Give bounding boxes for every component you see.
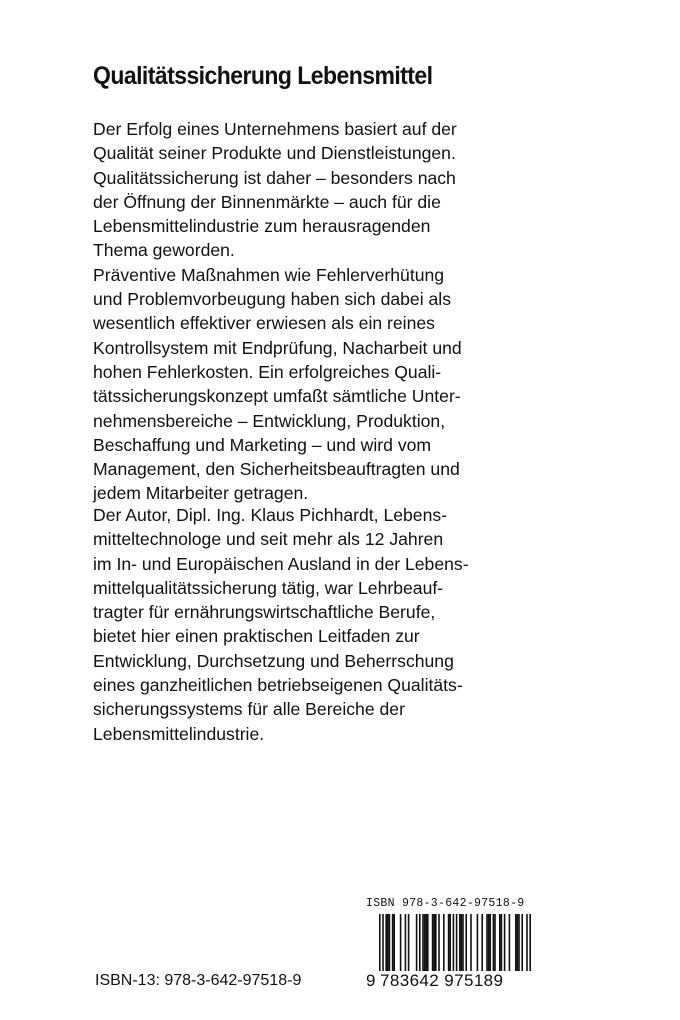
barcode-bar (393, 914, 395, 974)
barcode-bar (481, 914, 483, 974)
barcode-digits (366, 971, 536, 991)
text-line: eines ganzheitlichen betriebseigenen Qualitäts- (93, 675, 463, 696)
barcode-digit-groups: 783642 975189 (380, 971, 504, 990)
text-line: im In- und Europäischen Ausland in der Lebens- (93, 553, 469, 574)
text-line: mittelqualitätssicherung tätig, war Lehrbeauf- (93, 577, 444, 598)
text-line: Management, den Sicherheitsbeauftragten und (93, 459, 460, 480)
text-line: Qualität seiner Produkte und Dienstleistungen. (93, 143, 456, 164)
barcode-bar (501, 914, 503, 974)
text-line: wesentlich effektiver erwiesen als ein reines (93, 313, 435, 334)
barcode-bar (493, 914, 495, 974)
barcode-bar (462, 914, 464, 974)
barcode-bar (422, 914, 424, 974)
text-line: Kontrollsystem mit Endprüfung, Nacharbeit und (93, 337, 462, 358)
text-line: der Öffnung der Binnenmärkte – auch für die (93, 191, 441, 212)
text-line: Der Autor, Dipl. Ing. Klaus Pichhardt, Lebens- (93, 505, 448, 525)
barcode-bar (408, 914, 410, 974)
text-line: Qualitätssicherung ist daher – besonders nach (93, 167, 456, 188)
text-line: Der Erfolg eines Unternehmens basiert auf der (93, 119, 457, 139)
author-paragraph (93, 503, 613, 746)
barcode-bar (448, 914, 450, 974)
barcode-bar (521, 914, 523, 974)
text-line: sicherungssystems für alle Bereiche der (93, 699, 405, 720)
barcode-bar (517, 914, 519, 974)
barcode-bar (499, 914, 501, 974)
barcode-bar (392, 914, 394, 974)
barcode-bar (427, 914, 429, 974)
barcode-bar (459, 914, 461, 974)
text-line: Lebensmittelindustrie. (93, 723, 265, 744)
barcode-bar (416, 914, 418, 974)
barcode-bar (486, 914, 488, 974)
barcode-bar (443, 914, 445, 974)
barcode-bar (449, 914, 451, 974)
barcode-bar (518, 914, 520, 974)
barcode-bar (504, 914, 506, 974)
barcode (366, 897, 536, 992)
barcode-bar (425, 914, 427, 974)
text-line: Beschaffung und Marketing – und wird vom (93, 434, 432, 455)
barcode-bar (389, 914, 391, 974)
barcode-bar (488, 914, 490, 974)
text-line: mitteltechnologe und seit mehr als 12 Jahren (93, 529, 444, 550)
barcode-bar (509, 914, 511, 974)
isbn-13-text: ISBN-13: 978-3-642-97518-9 (95, 972, 302, 989)
barcode-bar (432, 914, 434, 974)
barcode-bar (465, 914, 467, 974)
text-line: tragter für ernährungswirtschaftliche Berufe, (93, 602, 436, 623)
barcode-bar (424, 914, 426, 974)
text-line: Thema geworden. (93, 240, 235, 261)
text-line: hohen Fehlerkosten. Ein erfolgreiches Quali- (93, 361, 442, 382)
text-line: und Problemvorbeugung haben sich dabei als (93, 289, 451, 310)
text-line: bietet hier einen praktischen Leitfaden zur (93, 626, 420, 647)
barcode-first-digit: 9 (366, 971, 376, 990)
text-line: Präventive Maßnahmen wie Fehlerverhütung (93, 264, 445, 285)
barcode-bar (385, 914, 387, 974)
barcode-bar (400, 914, 402, 974)
text-line: Entwicklung, Durchsetzung und Beherrschung (93, 650, 454, 671)
barcode-bar (433, 914, 435, 974)
barcode-bar (477, 914, 479, 974)
text-line: jedem Mitarbeiter getragen. (93, 483, 309, 504)
barcode-bar (419, 914, 421, 974)
barcode-bar (489, 914, 491, 974)
barcode-bar (494, 914, 496, 974)
barcode-bar (470, 914, 472, 974)
barcode-isbn-label: ISBN 978-3-642-97518-9 (366, 897, 525, 910)
barcode-bar (515, 914, 517, 974)
barcode-bar (387, 914, 389, 974)
text-line: tätssicherungskonzept umfaßt sämtliche Unter- (93, 386, 461, 407)
text-line: Lebensmittelindustrie zum herausragenden (93, 216, 431, 237)
text-line: nehmensbereiche – Entwicklung, Produktion, (93, 410, 446, 431)
barcode-bar (461, 914, 463, 974)
book-title: Qualitätssicherung Lebensmittel (93, 62, 433, 90)
barcode-bar (438, 914, 440, 974)
barcode-bar (435, 914, 437, 974)
barcode-bar (405, 914, 407, 974)
description-paragraph (93, 117, 613, 506)
